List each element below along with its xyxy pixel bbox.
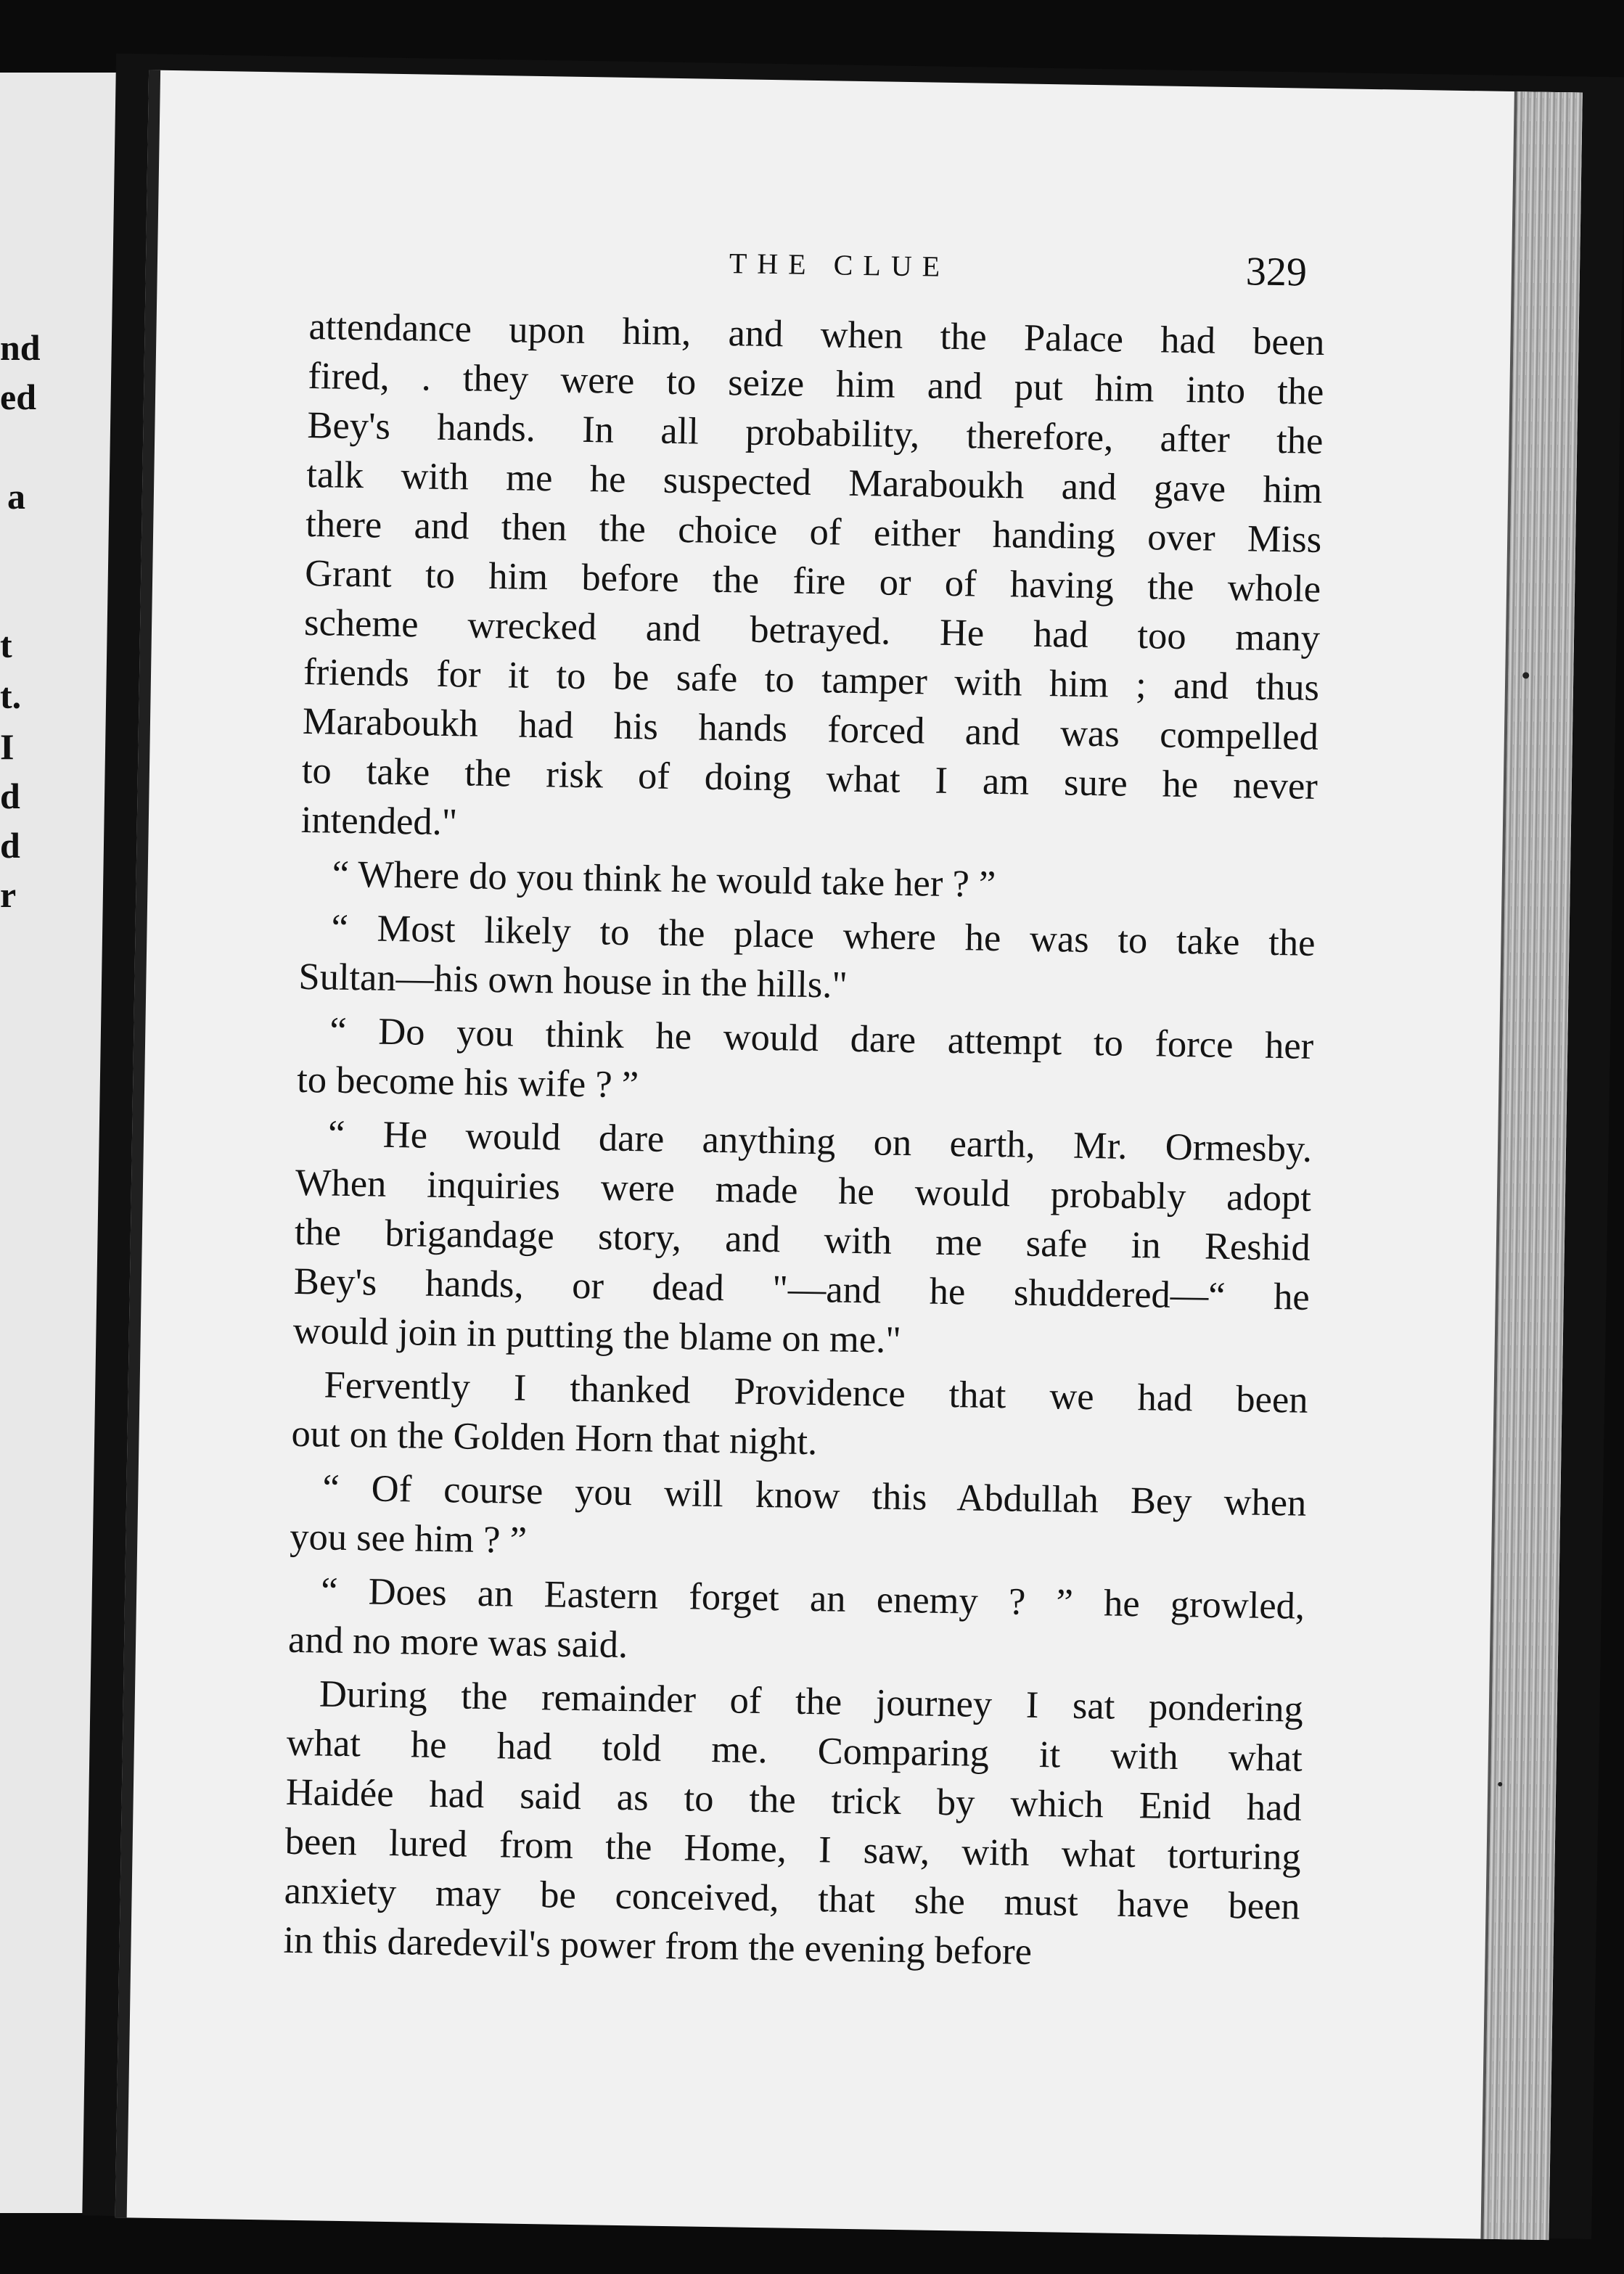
text-line: been lured from the Home, I saw, with what torturing <box>284 1820 1302 1879</box>
text-line: Grant to him before the fire or of having the whole <box>304 551 1321 610</box>
book-page <box>115 70 1583 2240</box>
text-line: to become his wife ? ” <box>296 1058 639 1107</box>
paragraph <box>292 1109 1312 1371</box>
paragraph <box>290 1463 1307 1577</box>
text-line: the brigandage story, and with me safe in Reshid <box>294 1210 1311 1269</box>
text-line: When inquiries were made he would probably adopt <box>295 1161 1312 1220</box>
paragraph <box>298 903 1316 1017</box>
left-page-fragment: nd <box>0 327 41 368</box>
paragraph <box>288 1566 1305 1680</box>
text-line: there and then the choice of either handing over Miss <box>305 502 1322 561</box>
left-page-fragment: I <box>0 726 15 767</box>
text-line: out on the Golden Horn that night. <box>291 1412 818 1464</box>
left-page-fragment: d <box>0 776 20 816</box>
text-line: Haidée had said as to the trick by which Enid had <box>285 1770 1303 1829</box>
text-line: “ Of course you will know this Abdullah Bey when <box>322 1466 1307 1524</box>
ink-speck <box>1522 672 1529 678</box>
text-line: would join in putting the blame on me." <box>292 1309 902 1361</box>
text-line: and no more was said. <box>287 1618 628 1667</box>
text-line: friends for it to be safe to tamper with him ; and thus <box>303 650 1320 709</box>
text-line: Bey's hands, or dead "—and he shuddered—“ he <box>293 1260 1311 1318</box>
text-line: attendance upon him, and when the Palace had been <box>308 305 1325 364</box>
ink-speck <box>1498 1782 1502 1786</box>
text-line: what he had told me. Comparing it with what <box>286 1721 1303 1780</box>
text-line: Fervently I thanked Providence that we had been <box>324 1363 1308 1421</box>
text-line: “ Where do you think he would take her ? ” <box>332 853 996 906</box>
left-page-fragment: ed <box>0 377 36 417</box>
left-page-fragment: t <box>0 625 12 665</box>
paragraph <box>283 1669 1303 1981</box>
paragraph <box>297 1006 1314 1120</box>
text-line: anxiety may be conceived, that she must have been <box>284 1869 1301 1928</box>
text-line: in this daredevil's power from the evening before <box>283 1918 1033 1973</box>
left-page-fragment: d <box>0 825 20 866</box>
text-line: During the remainder of the journey I sat pondering <box>319 1672 1304 1731</box>
text-line: “ Does an Eastern forget an enemy ? ” he growled, <box>320 1569 1305 1627</box>
text-line: to take the risk of doing what I am sure he never <box>301 749 1319 808</box>
text-line: Bey's hands. In all probability, therefore, after the <box>307 403 1324 462</box>
text-line: fired, . they were to seize him and put him into the <box>308 354 1324 413</box>
text-line: Sultan—his own house in the hills." <box>298 955 848 1006</box>
body-text <box>283 302 1325 1981</box>
text-line: you see him ? ” <box>289 1515 528 1561</box>
text-line: “ Do you think he would dare attempt to force her <box>329 1009 1314 1067</box>
page-number: 329 <box>1245 249 1308 295</box>
paragraph <box>300 302 1325 861</box>
left-page-fragment: t. <box>0 676 22 716</box>
text-line: Maraboukh had his hands forced and was compelled <box>302 699 1319 758</box>
text-line: scheme wrecked and betrayed. He had too many <box>303 601 1321 660</box>
left-page-fragment: a <box>7 476 25 517</box>
text-line: intended." <box>300 798 458 844</box>
text-line: “ Most likely to the place where he was to take the <box>331 906 1316 964</box>
paragraph <box>291 1360 1308 1474</box>
running-head: THE CLUE <box>729 247 951 283</box>
left-page-fragment: r <box>0 874 17 915</box>
text-line: “ He would dare anything on earth, Mr. Ormesby. <box>327 1112 1313 1170</box>
text-line: talk with me he suspected Maraboukh and gave him <box>305 453 1323 512</box>
